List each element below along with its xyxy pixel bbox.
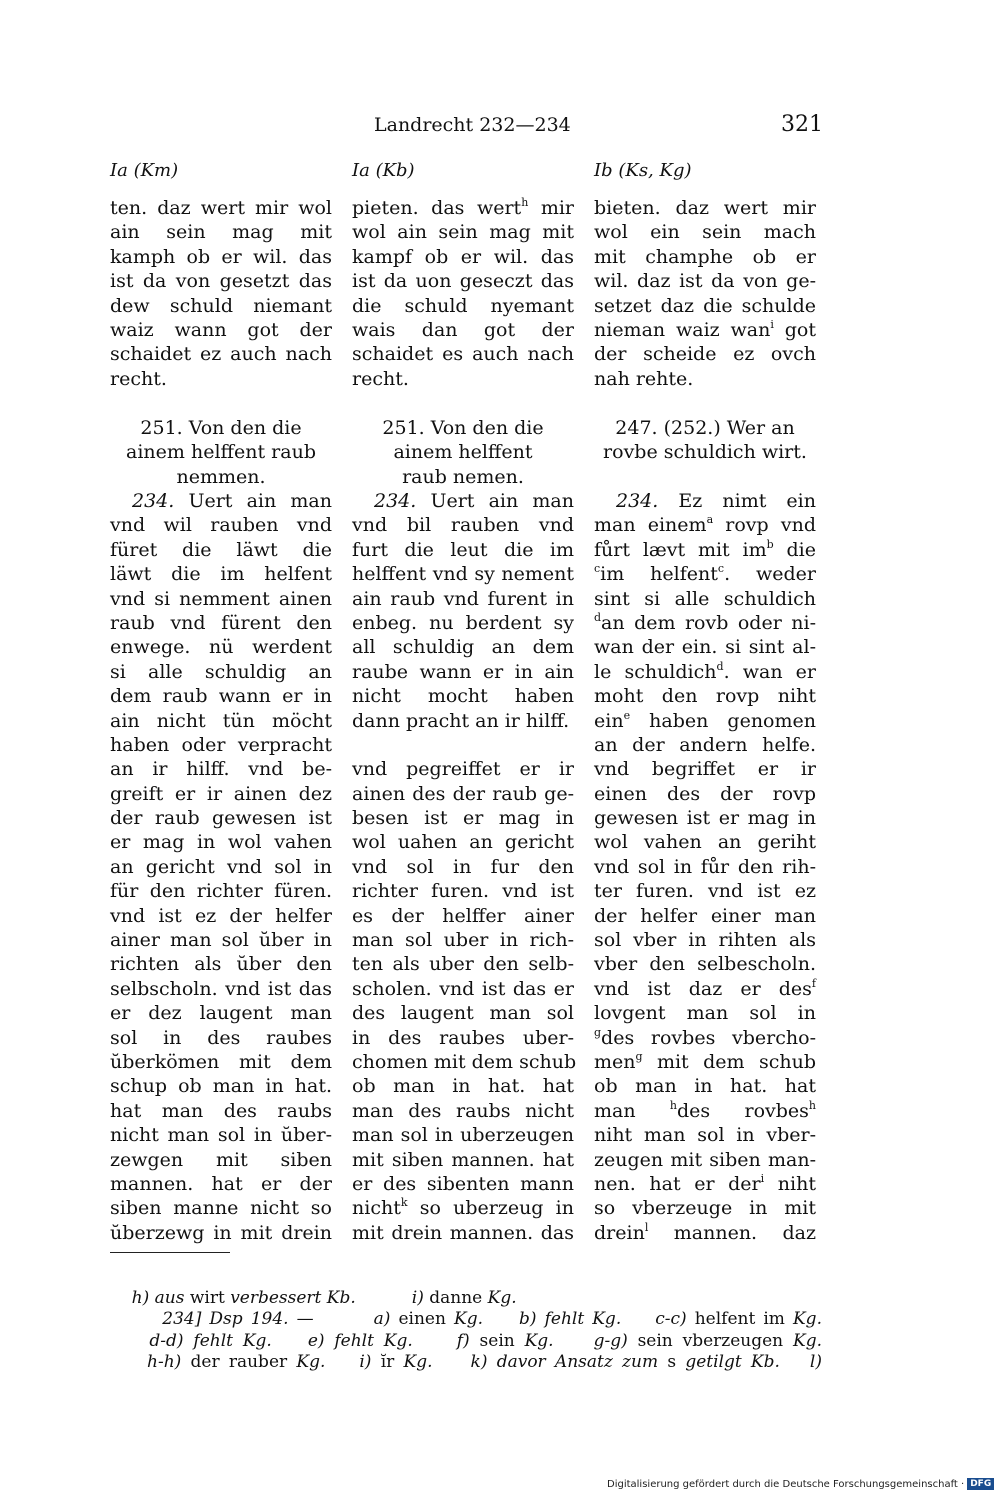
text-line: läwt die im helfent [110, 563, 332, 586]
note-fragment: Kg. [403, 1352, 433, 1372]
credit-text: Digitalisierung gefördert durch die Deutsche Forschungsgemeinschaft · [607, 1479, 965, 1490]
column-kb-heading [352, 416, 574, 489]
text-fragment: die [773, 538, 816, 561]
article-number: 234. [132, 490, 175, 512]
text-fragment: an dem rovb oder ni- [601, 611, 816, 634]
text-line: der raub gewesen ist [110, 807, 332, 830]
text-line: einen des der rovp [594, 782, 816, 805]
text-line: bieten. daz wert mir [594, 197, 816, 219]
text-line: ter furen. vnd ist ez [594, 880, 816, 903]
text-line: ainer man sol ŭber in [110, 929, 332, 952]
text-line: enwege. nü werdent [110, 636, 332, 659]
text-line: ŭberzewg in mit drein [110, 1221, 332, 1244]
text-line: zewgen mit siben [110, 1148, 332, 1171]
text-line: gewesen ist er mag in [594, 807, 816, 830]
note-fragment: e) fehlt Kg. [307, 1330, 413, 1351]
text-line: an der andern helfe. [594, 733, 816, 756]
text-line: vnd sol in fůr den rih- [594, 855, 816, 878]
text-fragment: pieten. das wert [352, 197, 522, 219]
text-line [352, 733, 574, 757]
text-fragment: . weder [724, 563, 817, 586]
note-fragment: 234] Dsp 194. — [162, 1309, 314, 1329]
text-line: wais dan got der [352, 318, 574, 341]
note-fragment: b) fehlt Kg. [519, 1309, 622, 1329]
text-line [594, 489, 816, 513]
note-fragment: verbessert Kb. [230, 1287, 356, 1308]
text-fragment: drein [594, 1221, 645, 1244]
text-line: der helfer einer man [594, 904, 816, 927]
text-fragment: got [773, 318, 816, 341]
heading-line: nemmen. [176, 465, 266, 488]
text-line: kampf ob er wil. das [352, 245, 574, 268]
text-line: mit champhe ob er [594, 245, 816, 268]
text-line: in des raubes uber- [352, 1026, 574, 1049]
note-fragment: danne [423, 1287, 488, 1308]
column-siglum: Ia (Km) [110, 160, 179, 181]
text-fragment: vnd ist daz er des [594, 977, 812, 1000]
text-fragment: haben genomen [630, 709, 816, 732]
text-line: richter furen. vnd ist [352, 880, 574, 903]
text-line: besen ist er mag in [352, 807, 574, 830]
text-line [110, 489, 332, 513]
text-fragment: Ez nimt ein [658, 490, 816, 512]
text-line: ob man in hat. hat [352, 1075, 574, 1098]
text-line: mit siben mannen. hat [352, 1148, 574, 1171]
footnote-marker: b [766, 537, 774, 551]
text-line [352, 196, 574, 220]
column-siglum: Ia (Kb) [352, 160, 415, 181]
text-line: ŭberkömen mit dem [110, 1050, 332, 1073]
column-km-top-text [110, 196, 332, 391]
footnote-marker: k [400, 1196, 408, 1210]
text-fragment: rovp vnd [713, 514, 816, 537]
text-line: niht man sol in vber- [594, 1124, 816, 1147]
footnote-marker: d [716, 659, 724, 673]
column-siglum: Ib (Ks, Kg) [594, 160, 692, 181]
note-fragment: g-g) [593, 1330, 628, 1351]
note-fragment: f) [456, 1330, 470, 1351]
text-line: vnd begriffet er ir [594, 758, 816, 781]
note-fragment: Kg. [296, 1352, 326, 1372]
text-line: sint si alle schuldich [594, 587, 816, 610]
text-line: wol ain sein mag mit [352, 221, 574, 244]
text-line: lovgent man sol in [594, 1002, 816, 1025]
heading-line: 251. Von den die [382, 417, 544, 439]
note-fragment: c-c) [655, 1309, 687, 1329]
text-line: vnd wil rauben vnd [110, 514, 332, 537]
heading-line: ainem helffent raub [126, 441, 316, 464]
text-line: mit drein mannen. das [352, 1221, 574, 1244]
text-fragment: mit dem schub [642, 1050, 816, 1073]
text-line: man des raubs nicht [352, 1099, 574, 1122]
text-line: wol ein sein mach [594, 221, 816, 244]
digitization-credit [607, 1478, 994, 1490]
heading-line: 251. Von den die [140, 417, 302, 439]
note-fragment: k) davor Ansatz zum [470, 1352, 659, 1372]
text-line: vber den selbescholn. [594, 953, 816, 976]
text-line: recht. [110, 367, 167, 390]
text-fragment: man einem [594, 514, 707, 537]
footnote-marker: c [717, 562, 725, 576]
text-line: an gericht vnd sol in [110, 855, 332, 878]
article-number: 234. [374, 490, 417, 512]
text-line [594, 318, 816, 342]
text-line [352, 489, 574, 513]
text-line: sol vber in rihten als [594, 929, 816, 952]
text-line [594, 1026, 816, 1050]
footnote-marker: c [594, 562, 601, 576]
text-line: kamph ob er wil. das [110, 245, 332, 268]
text-fragment: im helfent [600, 563, 718, 586]
note-fragment: getilgt Kb. [685, 1352, 780, 1372]
text-line: richten als ŭber den [110, 953, 332, 976]
text-line: waiz wann got der [110, 318, 332, 341]
text-line: man sol in uberzeugen [352, 1124, 574, 1147]
text-line: wan der ein. si sint al- [594, 636, 816, 659]
text-line: es der helffer ainer [352, 904, 574, 927]
text-line: vnd ist ez der helfer [110, 904, 332, 927]
note-fragment: Kg. [454, 1309, 484, 1329]
text-line: ist da von gesetzt das [110, 270, 332, 293]
text-line: vnd sol in fur den [352, 855, 574, 878]
note-fragment: i) [411, 1287, 424, 1308]
article-number: 234. [616, 490, 659, 512]
heading-line: ainem helffent [393, 441, 533, 464]
note-fragment: sein [469, 1330, 525, 1351]
note-fragment: der rauber [181, 1352, 297, 1372]
text-fragment: nicht [352, 1197, 401, 1220]
text-line: si alle schuldig an [110, 660, 332, 683]
text-line: all schuldig an dem [352, 636, 574, 659]
note-fragment: Kg. [793, 1330, 822, 1351]
text-line: schaidet ez auch nach [110, 343, 332, 366]
text-line: ain sein mag mit [110, 221, 332, 244]
text-line: setzet daz die schulde [594, 294, 816, 317]
heading-line: 247. (252.) Wer an [615, 417, 795, 439]
text-fragment: mannen. daz [648, 1221, 816, 1244]
footnote-marker: e [623, 708, 631, 722]
text-line: er des sibenten mann [352, 1172, 574, 1195]
text-line: moht den rovp niht [594, 685, 816, 708]
note-fragment: sein vberzeugen [627, 1330, 793, 1351]
text-line: man sol uber in rich- [352, 929, 574, 952]
text-line: füret die läwt die [110, 538, 332, 561]
text-line [594, 1172, 816, 1196]
note-fragment: ĭr [371, 1352, 404, 1372]
text-line: raube wann er in ain [352, 660, 574, 683]
text-line: helffent vnd sy nement [352, 563, 574, 586]
text-line: zeugen mit siben man- [594, 1148, 816, 1171]
text-line [594, 660, 816, 684]
text-fragment: nieman waiz wan [594, 318, 771, 341]
text-line: haben oder verpracht [110, 733, 332, 756]
text-line: ainen des der raub ge- [352, 782, 574, 805]
text-line: scholen. vnd ist das er [352, 977, 574, 1000]
text-line [594, 977, 816, 1001]
footnote-marker: g [635, 1049, 643, 1063]
text-line: wol uahen an gericht [352, 831, 574, 854]
text-fragment: so uberzeug in [407, 1197, 574, 1220]
text-line [594, 562, 816, 586]
text-line: greift er ir ainen dez [110, 782, 332, 805]
note-fragment: Kg. [792, 1309, 822, 1329]
text-line: enbeg. nu berdent sy [352, 611, 574, 634]
note-fragment: a) [373, 1309, 391, 1329]
text-line: ten. daz wert mir wol [110, 197, 332, 219]
column-km-body [110, 489, 332, 1245]
text-line: dew schuld niemant [110, 294, 332, 317]
text-line: siben manne nicht so [110, 1197, 332, 1220]
text-line: selbscholn. vnd ist das [110, 977, 332, 1000]
text-line: dann pracht an ir hilff. [352, 709, 570, 732]
footnote-rule [110, 1252, 230, 1253]
text-line [594, 538, 816, 562]
column-km-heading [110, 416, 332, 489]
heading-line: rovbe schuldich wirt. [603, 441, 807, 464]
column-kb-top-text [352, 196, 574, 391]
text-fragment: des rovbes [677, 1099, 809, 1122]
footnote-marker: i [770, 317, 774, 331]
dfg-logo: DFG [967, 1478, 994, 1490]
note-fragment: wirt [184, 1287, 231, 1308]
text-line: der scheide ez ovch [594, 343, 816, 366]
text-line [594, 709, 816, 733]
note-fragment: d-d) fehlt Kg. [149, 1330, 272, 1351]
text-line: er dez laugent man [110, 1002, 332, 1025]
text-line: ain nicht tün möcht [110, 709, 332, 732]
text-line: wol vahen an geriht [594, 831, 816, 854]
text-line: mannen. hat er der [110, 1172, 332, 1195]
text-line: ain raub vnd furent in [352, 587, 574, 610]
running-head: Landrecht 232—234 [374, 114, 571, 136]
page-number: 321 [781, 112, 823, 137]
note-fragment: l) [809, 1352, 822, 1372]
footnote-marker: l [644, 1220, 649, 1234]
text-fragment: men [594, 1050, 636, 1073]
note-fragment: h) aus [131, 1287, 185, 1308]
text-line [594, 1099, 816, 1123]
text-line [352, 1196, 574, 1220]
apparatus-notes [110, 1266, 822, 1372]
note-fragment: Kg. [524, 1330, 554, 1351]
note-fragment: i) [359, 1352, 372, 1372]
text-fragment: . wan er [723, 660, 817, 683]
text-line: sol in des raubes [110, 1026, 332, 1049]
text-line: dem raub wann er in [110, 685, 332, 708]
text-line [594, 611, 816, 635]
text-line: er mag in wol vahen [110, 831, 332, 854]
text-line: nicht man sol in ŭber- [110, 1124, 332, 1147]
text-line: wil. daz ist da von ge- [594, 270, 816, 293]
text-line: ob man in hat. hat [594, 1075, 816, 1098]
text-line: nah rehte. [594, 367, 694, 390]
text-fragment: le schuldich [594, 660, 717, 683]
text-fragment: fůrt lævt mit im [594, 538, 767, 561]
text-line: vnd si nemment ainen [110, 587, 332, 610]
text-line: des laugent man sol [352, 1002, 574, 1025]
text-line: ten als uber den selb- [352, 953, 574, 976]
footnote-marker: a [706, 513, 714, 527]
text-line [594, 1221, 816, 1245]
text-line: für den richter füren. [110, 880, 332, 903]
text-line [594, 1050, 816, 1074]
note-fragment: Kg. [487, 1287, 517, 1308]
note-line [110, 1266, 822, 1308]
column-kb-body [352, 489, 577, 1245]
note-fragment: s [658, 1352, 686, 1372]
footnote-marker: h [669, 1098, 678, 1112]
footnote-marker: h [521, 196, 529, 209]
text-line: chomen mit dem schub [352, 1050, 577, 1073]
footnote-marker: g [594, 1025, 602, 1039]
text-line: vnd pegreiffet er ir [352, 758, 574, 781]
text-line: hat man des raubs [110, 1099, 332, 1122]
footnote-marker: h [808, 1098, 817, 1112]
note-fragment: h-h) [147, 1352, 182, 1372]
text-fragment: man [594, 1099, 670, 1122]
column-ks-kg-top-text [594, 196, 816, 391]
text-fragment: ein [594, 709, 624, 732]
footnote-marker: d [594, 610, 602, 624]
text-fragment: mir [528, 197, 574, 219]
footnote-marker: i [760, 1171, 765, 1185]
text-fragment: nen. hat er der [594, 1172, 761, 1195]
text-line: schup ob man in hat. [110, 1075, 332, 1098]
text-line: raub vnd fürent den [110, 611, 332, 634]
text-line: an ir hilff. vnd be- [110, 758, 332, 781]
text-line: nicht mocht haben [352, 685, 574, 708]
text-line: schaidet es auch nach [352, 343, 574, 366]
text-line: die schuld nyemant [352, 294, 574, 317]
text-line: vnd bil rauben vnd [352, 514, 574, 537]
heading-line: raub nemen. [402, 465, 524, 488]
column-ks-kg-heading [594, 416, 816, 465]
text-fragment: Uert ain man [416, 490, 574, 512]
text-fragment: Uert ain man [174, 490, 332, 512]
text-fragment: des rovbes vbercho- [601, 1026, 816, 1049]
text-line [594, 513, 816, 537]
text-fragment: niht [764, 1172, 816, 1195]
text-line: ist da uon geseczt das [352, 270, 574, 293]
text-line: so vberzeuge in mit [594, 1197, 816, 1220]
footnote-marker: f [811, 976, 816, 990]
text-line: recht. [352, 367, 409, 390]
note-fragment: helfent im [686, 1309, 793, 1329]
column-ks-kg-body [594, 489, 816, 1245]
text-line: furt die leut die im [352, 538, 574, 561]
note-fragment: einen [390, 1309, 455, 1329]
